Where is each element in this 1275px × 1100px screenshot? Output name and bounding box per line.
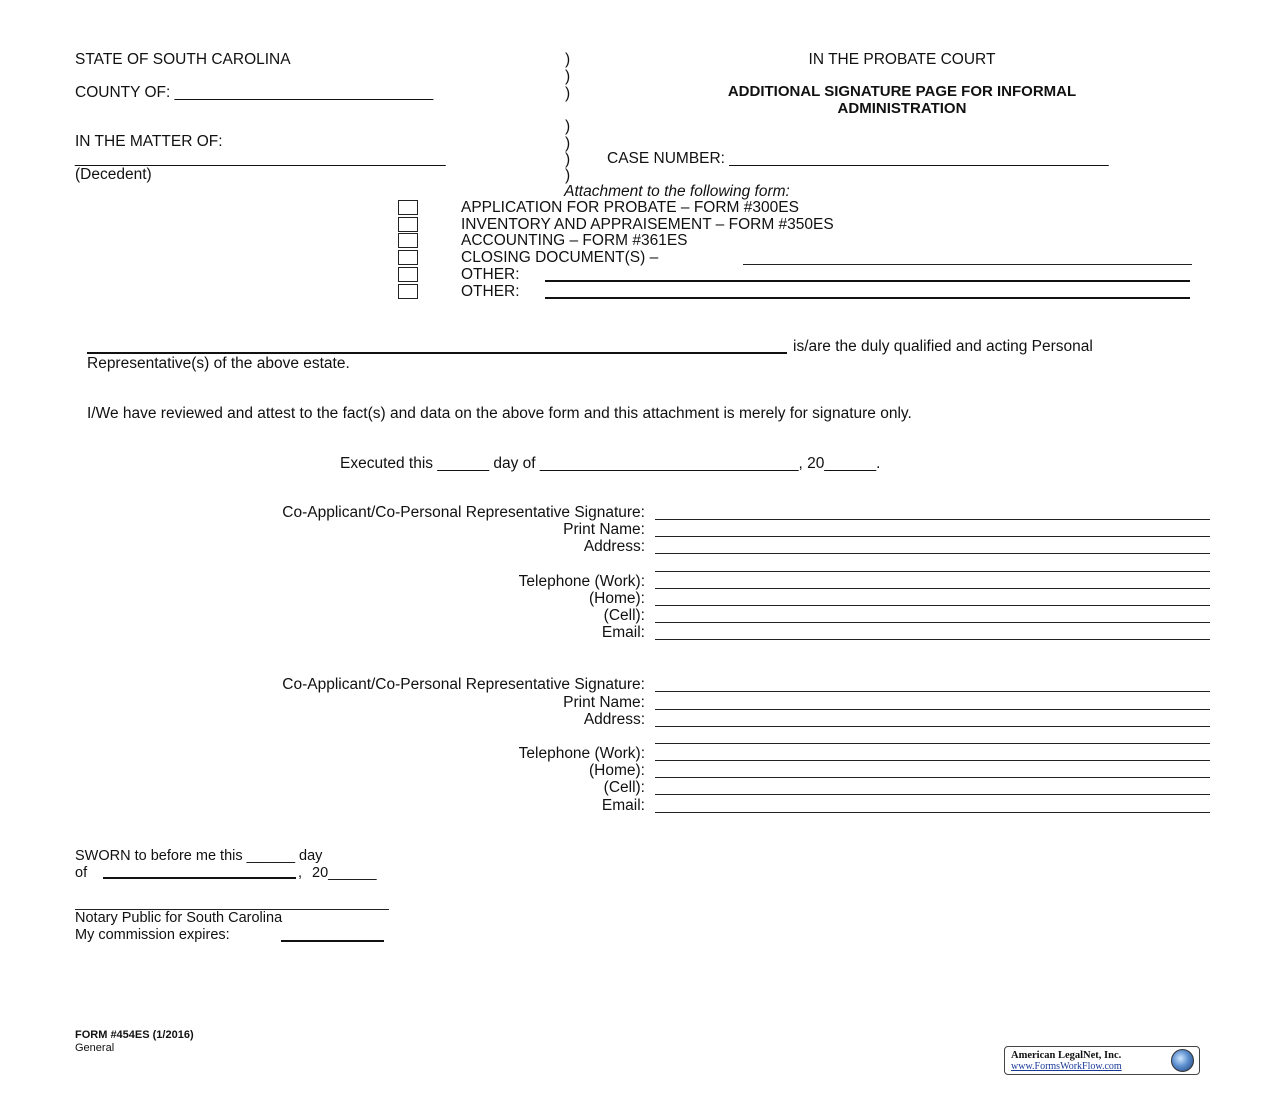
option-other-2: OTHER:	[461, 283, 520, 300]
print-name-label: Print Name:	[563, 694, 645, 711]
pr-line2: Representative(s) of the above estate.	[87, 355, 350, 372]
notary-month-line[interactable]	[103, 877, 296, 879]
signature-line[interactable]	[655, 691, 1210, 692]
form-category: General	[75, 1042, 115, 1054]
caption-paren: )	[565, 135, 571, 152]
address-line-2[interactable]	[655, 571, 1210, 572]
checkbox-closing[interactable]	[398, 250, 418, 265]
court-label: IN THE PROBATE COURT	[808, 51, 996, 68]
print-name-line[interactable]	[655, 709, 1210, 710]
matter-label: IN THE MATTER OF:	[75, 133, 223, 150]
executed-line[interactable]: Executed this ______ day of ______________________________, 20______.	[340, 455, 881, 472]
caption-paren: )	[565, 51, 571, 68]
telephone-home-line[interactable]	[655, 777, 1210, 778]
checkbox-inventory[interactable]	[398, 217, 418, 232]
telephone-home-label: (Home):	[589, 590, 645, 607]
case-number-field[interactable]: CASE NUMBER: ____________________________________________	[607, 150, 1109, 167]
publisher-logo	[1004, 1046, 1200, 1075]
option-closing: CLOSING DOCUMENT(S) –	[461, 249, 659, 266]
address-line-2[interactable]	[655, 743, 1210, 744]
caption-paren: )	[565, 167, 571, 184]
logo-company-name: American LegalNet, Inc.	[1011, 1050, 1122, 1061]
checkbox-application[interactable]	[398, 200, 418, 215]
checkbox-accounting[interactable]	[398, 233, 418, 248]
telephone-work-line[interactable]	[655, 760, 1210, 761]
email-line[interactable]	[655, 812, 1210, 813]
telephone-work-label: Telephone (Work):	[518, 573, 645, 590]
form-number: FORM #454ES (1/2016)	[75, 1029, 194, 1041]
signature-line[interactable]	[655, 519, 1210, 520]
checkbox-other-1[interactable]	[398, 267, 418, 282]
option-accounting: ACCOUNTING – FORM #361ES	[461, 232, 688, 249]
telephone-cell-label: (Cell):	[603, 779, 645, 796]
page-title-line2: ADMINISTRATION	[837, 100, 967, 117]
telephone-home-label: (Home):	[589, 762, 645, 779]
telephone-cell-line[interactable]	[655, 794, 1210, 795]
notary-comma: ,	[298, 865, 303, 881]
decedent-label: (Decedent)	[75, 166, 152, 183]
personal-representative-line[interactable]	[87, 352, 787, 354]
telephone-cell-label: (Cell):	[603, 607, 645, 624]
checkbox-other-2[interactable]	[398, 284, 418, 299]
pr-suffix: is/are the duly qualified and acting Personal	[793, 338, 1093, 355]
commission-expires-line[interactable]	[281, 940, 384, 942]
print-name-line[interactable]	[655, 536, 1210, 537]
telephone-work-label: Telephone (Work):	[518, 745, 645, 762]
logo-url-link[interactable]: www.FormsWorkFlow.com	[1011, 1061, 1122, 1072]
commission-expires-label: My commission expires:	[75, 927, 230, 943]
option-application: APPLICATION FOR PROBATE – FORM #300ES	[461, 199, 799, 216]
notary-of-label: of	[75, 865, 88, 881]
globe-icon	[1171, 1049, 1194, 1072]
sworn-line[interactable]: SWORN to before me this ______ day	[75, 848, 323, 864]
caption-paren: )	[565, 68, 571, 85]
notary-year-field[interactable]: 20______	[312, 865, 377, 881]
address-label: Address:	[583, 538, 645, 555]
closing-document-line[interactable]	[743, 264, 1192, 265]
telephone-cell-line[interactable]	[655, 622, 1210, 623]
option-inventory: INVENTORY AND APPRAISEMENT – FORM #350ES	[461, 216, 834, 233]
state-label: STATE OF SOUTH CAROLINA	[75, 51, 291, 68]
address-line-1[interactable]	[655, 726, 1210, 727]
other-1-line[interactable]	[545, 280, 1190, 282]
signature-label: Co-Applicant/Co-Personal Representative Signature:	[282, 504, 645, 521]
caption-paren: )	[565, 151, 571, 168]
county-field[interactable]: COUNTY OF: ______________________________	[75, 84, 434, 101]
email-label: Email:	[601, 797, 645, 814]
telephone-home-line[interactable]	[655, 605, 1210, 606]
page-title-line1: ADDITIONAL SIGNATURE PAGE FOR INFORMAL	[727, 83, 1077, 100]
email-label: Email:	[601, 624, 645, 641]
attestation-text: I/We have reviewed and attest to the fact(s) and data on the above form and this attachment is merely for signature only.	[87, 405, 912, 422]
attachment-heading: Attachment to the following form:	[564, 183, 790, 200]
option-other-1: OTHER:	[461, 266, 520, 283]
decedent-name-field[interactable]: ___________________________________________	[75, 150, 446, 167]
telephone-work-line[interactable]	[655, 588, 1210, 589]
caption-paren: )	[565, 118, 571, 135]
address-line-1[interactable]	[655, 553, 1210, 554]
notary-public-label: Notary Public for South Carolina	[75, 910, 283, 926]
email-line[interactable]	[655, 639, 1210, 640]
signature-label: Co-Applicant/Co-Personal Representative Signature:	[282, 676, 645, 693]
print-name-label: Print Name:	[563, 521, 645, 538]
caption-paren: )	[565, 85, 571, 102]
other-2-line[interactable]	[545, 297, 1190, 299]
address-label: Address:	[583, 711, 645, 728]
